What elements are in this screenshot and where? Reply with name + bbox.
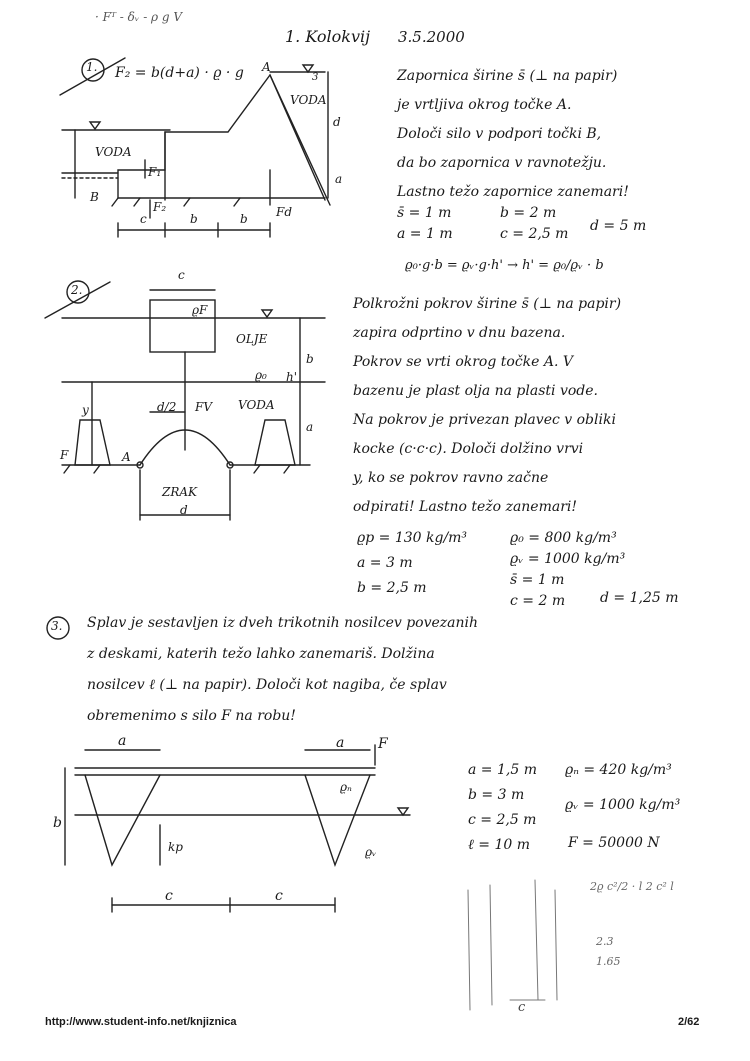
page-number: 2/62 — [678, 1016, 700, 1028]
p2-label-a: a — [306, 420, 314, 434]
p2-value-rho0: ϱ₀ = 800 kg/m³ — [510, 530, 617, 546]
p1-line-1: Zapornica širine s̄ (⊥ na papir) — [397, 68, 618, 84]
p1-label-fd: Fd — [276, 205, 293, 219]
problem1-number: 1. — [86, 60, 98, 74]
p2-label-c: c — [178, 268, 185, 282]
p2-value-s: s̄ = 1 m — [510, 572, 565, 588]
p1-label-B: B — [90, 190, 99, 204]
p2-label-fv: FV — [195, 400, 212, 414]
p1-label-voda-right: VODA — [290, 93, 327, 107]
p2-label-d2: d/2 — [157, 400, 177, 414]
p3-value-a: a = 1,5 m — [468, 762, 537, 778]
p3-label-b: b — [53, 815, 62, 831]
p1-label-f1: F₁ — [148, 165, 162, 179]
p2-label-F: F — [60, 448, 69, 462]
problem2-number: 2. — [71, 283, 83, 297]
p2-line-1: Polkrožni pokrov širine s̄ (⊥ na papir) — [353, 296, 622, 312]
p2-value-a: a = 3 m — [357, 555, 413, 571]
scribble-c: c — [518, 1000, 526, 1015]
p3-line-4: obremenimo s silo F na robu! — [87, 708, 296, 724]
p1-label-c: c — [140, 212, 147, 226]
p2-value-rhov: ϱᵥ = 1000 kg/m³ — [510, 551, 626, 567]
p3-line-3: nosilcev ℓ (⊥ na papir). Določi kot nagiba, če splav — [87, 677, 447, 693]
footer-url[interactable]: http://www.student-info.net/knjiznica — [45, 1016, 237, 1028]
p1-label-b1: b — [190, 212, 198, 226]
p1-label-three: 3 — [312, 72, 319, 83]
p1-label-f2: F₂ — [153, 200, 167, 214]
scribble-formula: 2ϱ c²/2 · l 2 c² l — [590, 880, 674, 893]
p3-label-c2: c — [275, 888, 283, 904]
p2-line-5: Na pokrov je privezan plavec v obliki — [353, 412, 616, 428]
p2-label-zrak: ZRAK — [162, 485, 198, 499]
p2-value-rhop: ϱp = 130 kg/m³ — [357, 530, 468, 546]
p3-label-kp: kp — [168, 840, 183, 854]
p2-line-3: Pokrov se vrti okrog točke A. V — [353, 354, 574, 370]
p3-label-F: F — [378, 736, 388, 752]
p3-label-c1: c — [165, 888, 173, 904]
problem1-formula: F₂ = b(d+a) · ϱ · g — [115, 65, 244, 81]
p2-line-4: bazenu je plast olja na plasti vode. — [353, 383, 598, 399]
exam-title: 1. Kolokvij — [285, 27, 371, 46]
p1-value-d: d = 5 m — [590, 218, 647, 234]
p1-value-b: b = 2 m — [500, 205, 557, 221]
p2-label-olje: OLJE — [236, 332, 268, 346]
problem3-number: 3. — [51, 619, 63, 633]
p1-line-3: Določi silo v podpori točki B, — [397, 126, 602, 142]
exam-date: 3.5.2000 — [398, 28, 465, 46]
p3-value-rho-v: ϱᵥ = 1000 kg/m³ — [565, 797, 681, 813]
p1-label-A: A — [262, 60, 271, 74]
p2-value-b: b = 2,5 m — [357, 580, 427, 596]
scribble-marks — [468, 880, 557, 1010]
p2-label-d: d — [180, 503, 188, 517]
p1-value-c: c = 2,5 m — [500, 226, 569, 242]
p1-value-a: a = 1 m — [397, 226, 453, 242]
p1-value-s: s̄ = 1 m — [397, 205, 452, 221]
p2-label-fp: ϱF — [192, 303, 208, 317]
p1-label-b2: b — [240, 212, 248, 226]
p1-line-4: da bo zapornica v ravnotežju. — [397, 155, 607, 171]
scribble-number-2: 1.65 — [596, 955, 621, 968]
p2-line-6: kocke (c·c·c). Določi dolžino vrvi — [353, 441, 584, 457]
p1-line-2: je vrtljiva okrog točke A. — [397, 97, 572, 113]
p2-label-b: b — [306, 352, 314, 366]
p3-value-l: ℓ = 10 m — [468, 837, 531, 853]
p2-label-rho0: ϱ₀ — [255, 368, 267, 382]
p2-label-voda: VODA — [238, 398, 275, 412]
p3-label-a1: a — [118, 733, 127, 749]
p1-label-voda-left: VODA — [95, 145, 132, 159]
p2-label-y: y — [82, 403, 89, 417]
p1-label-a: a — [335, 172, 343, 186]
header-scribble: · Fᵀ - δᵥ - ρ g V — [95, 10, 183, 24]
p1-line-5: Lastno težo zapornice zanemari! — [397, 184, 629, 200]
p2-label-A: A — [122, 450, 131, 464]
p3-line-1: Splav je sestavljen iz dveh trikotnih nosilcev povezanih — [87, 615, 479, 631]
p1-label-d: d — [333, 115, 341, 129]
p3-label-a2: a — [336, 735, 345, 751]
p2-value-d: d = 1,25 m — [600, 590, 679, 606]
p3-value-F: F = 50000 N — [568, 835, 660, 851]
p3-value-b: b = 3 m — [468, 787, 525, 803]
p2-line-2: zapira odprtino v dnu bazena. — [353, 325, 566, 341]
p2-line-8: odpirati! Lastno težo zanemari! — [353, 499, 578, 515]
p2-line-7: y, ko se pokrov ravno začne — [353, 470, 549, 486]
p2-value-c: c = 2 m — [510, 593, 566, 609]
p2-label-h: h' — [286, 370, 298, 384]
p3-label-rho-v: ϱᵥ — [365, 845, 377, 859]
p3-value-rho-n: ϱₙ = 420 kg/m³ — [565, 762, 672, 778]
p3-label-rho-n: ϱₙ — [340, 780, 352, 794]
p3-line-2: z deskami, katerih težo lahko zanemariš. Dolžina — [87, 646, 435, 662]
scribble-number-1: 2.3 — [596, 935, 614, 948]
p1-extra-formula: ϱ₀·g·b = ϱᵥ·g·h' → h' = ϱ₀/ϱᵥ · b — [405, 258, 604, 273]
p3-value-c: c = 2,5 m — [468, 812, 537, 828]
